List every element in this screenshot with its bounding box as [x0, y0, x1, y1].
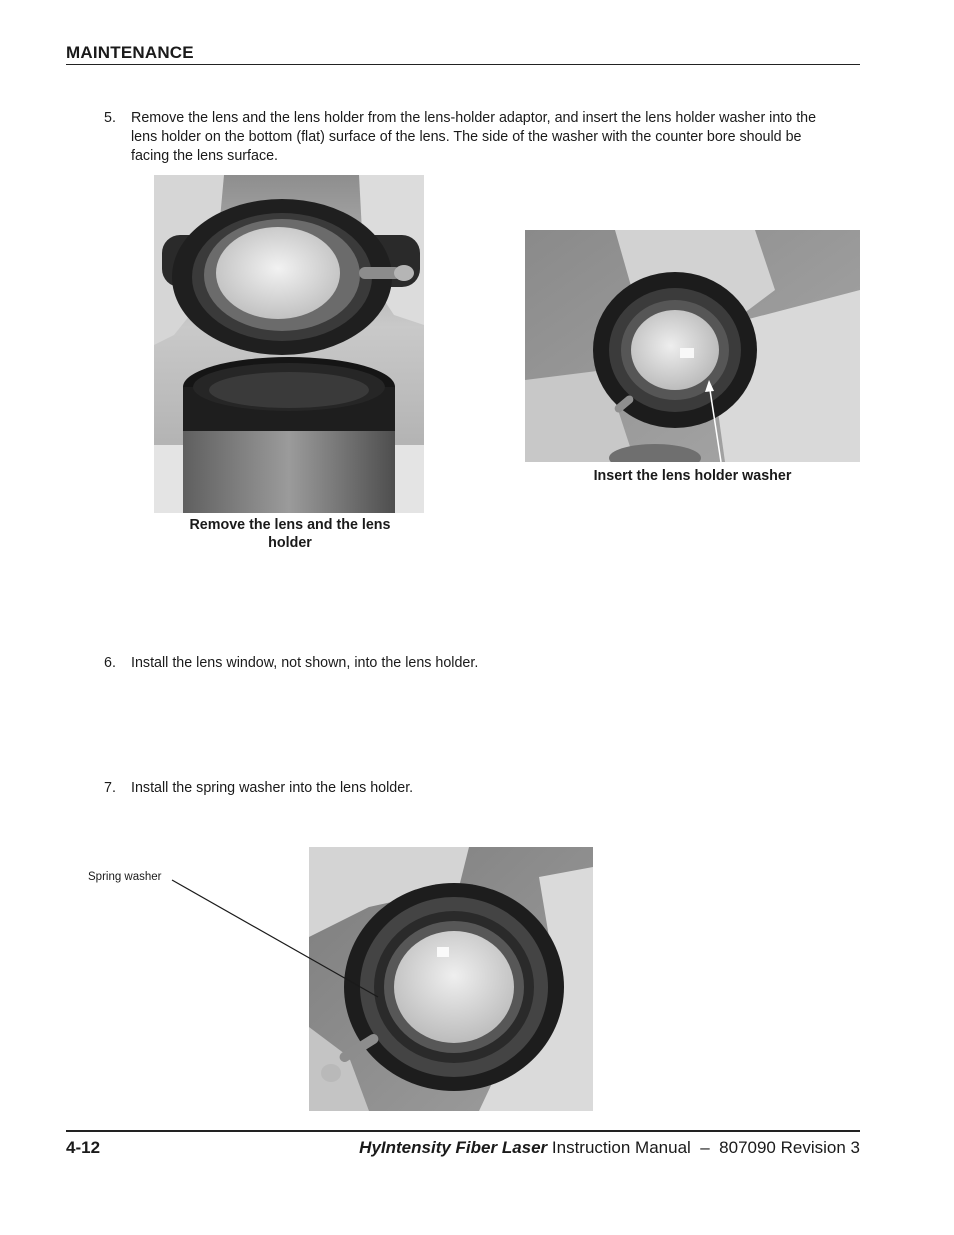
- step-text-line: facing the lens surface.: [131, 148, 279, 164]
- caption-insert-washer: Insert the lens holder washer: [593, 468, 792, 484]
- caption-line: Remove the lens and the lens: [189, 517, 391, 533]
- callout-spring-washer: Spring washer: [88, 871, 162, 883]
- section-title: MAINTENANCE: [66, 43, 194, 62]
- footer-brand: HyIntensity Fiber Laser: [359, 1138, 548, 1157]
- step-text-line: lens holder on the bottom (flat) surface of the lens. The side of the washer with the counter bore should be: [131, 129, 802, 145]
- step-text-line: Install the spring washer into the lens holder.: [131, 780, 414, 796]
- step-number: 7.: [104, 780, 116, 796]
- step-number: 5.: [104, 110, 116, 126]
- footer-doc-info: Instruction Manual – 807090 Revision 3: [547, 1138, 860, 1157]
- step-text-line: Install the lens window, not shown, into the lens holder.: [131, 655, 479, 671]
- footer-rule: [66, 1130, 860, 1132]
- footer-document-title: [359, 1138, 860, 1158]
- step-number: 6.: [104, 655, 116, 671]
- step-text-line: Remove the lens and the lens holder from the lens-holder adaptor, and insert the lens holder washer into the: [131, 110, 817, 126]
- page-number: 4-12: [66, 1138, 101, 1157]
- caption-line: holder: [268, 535, 312, 551]
